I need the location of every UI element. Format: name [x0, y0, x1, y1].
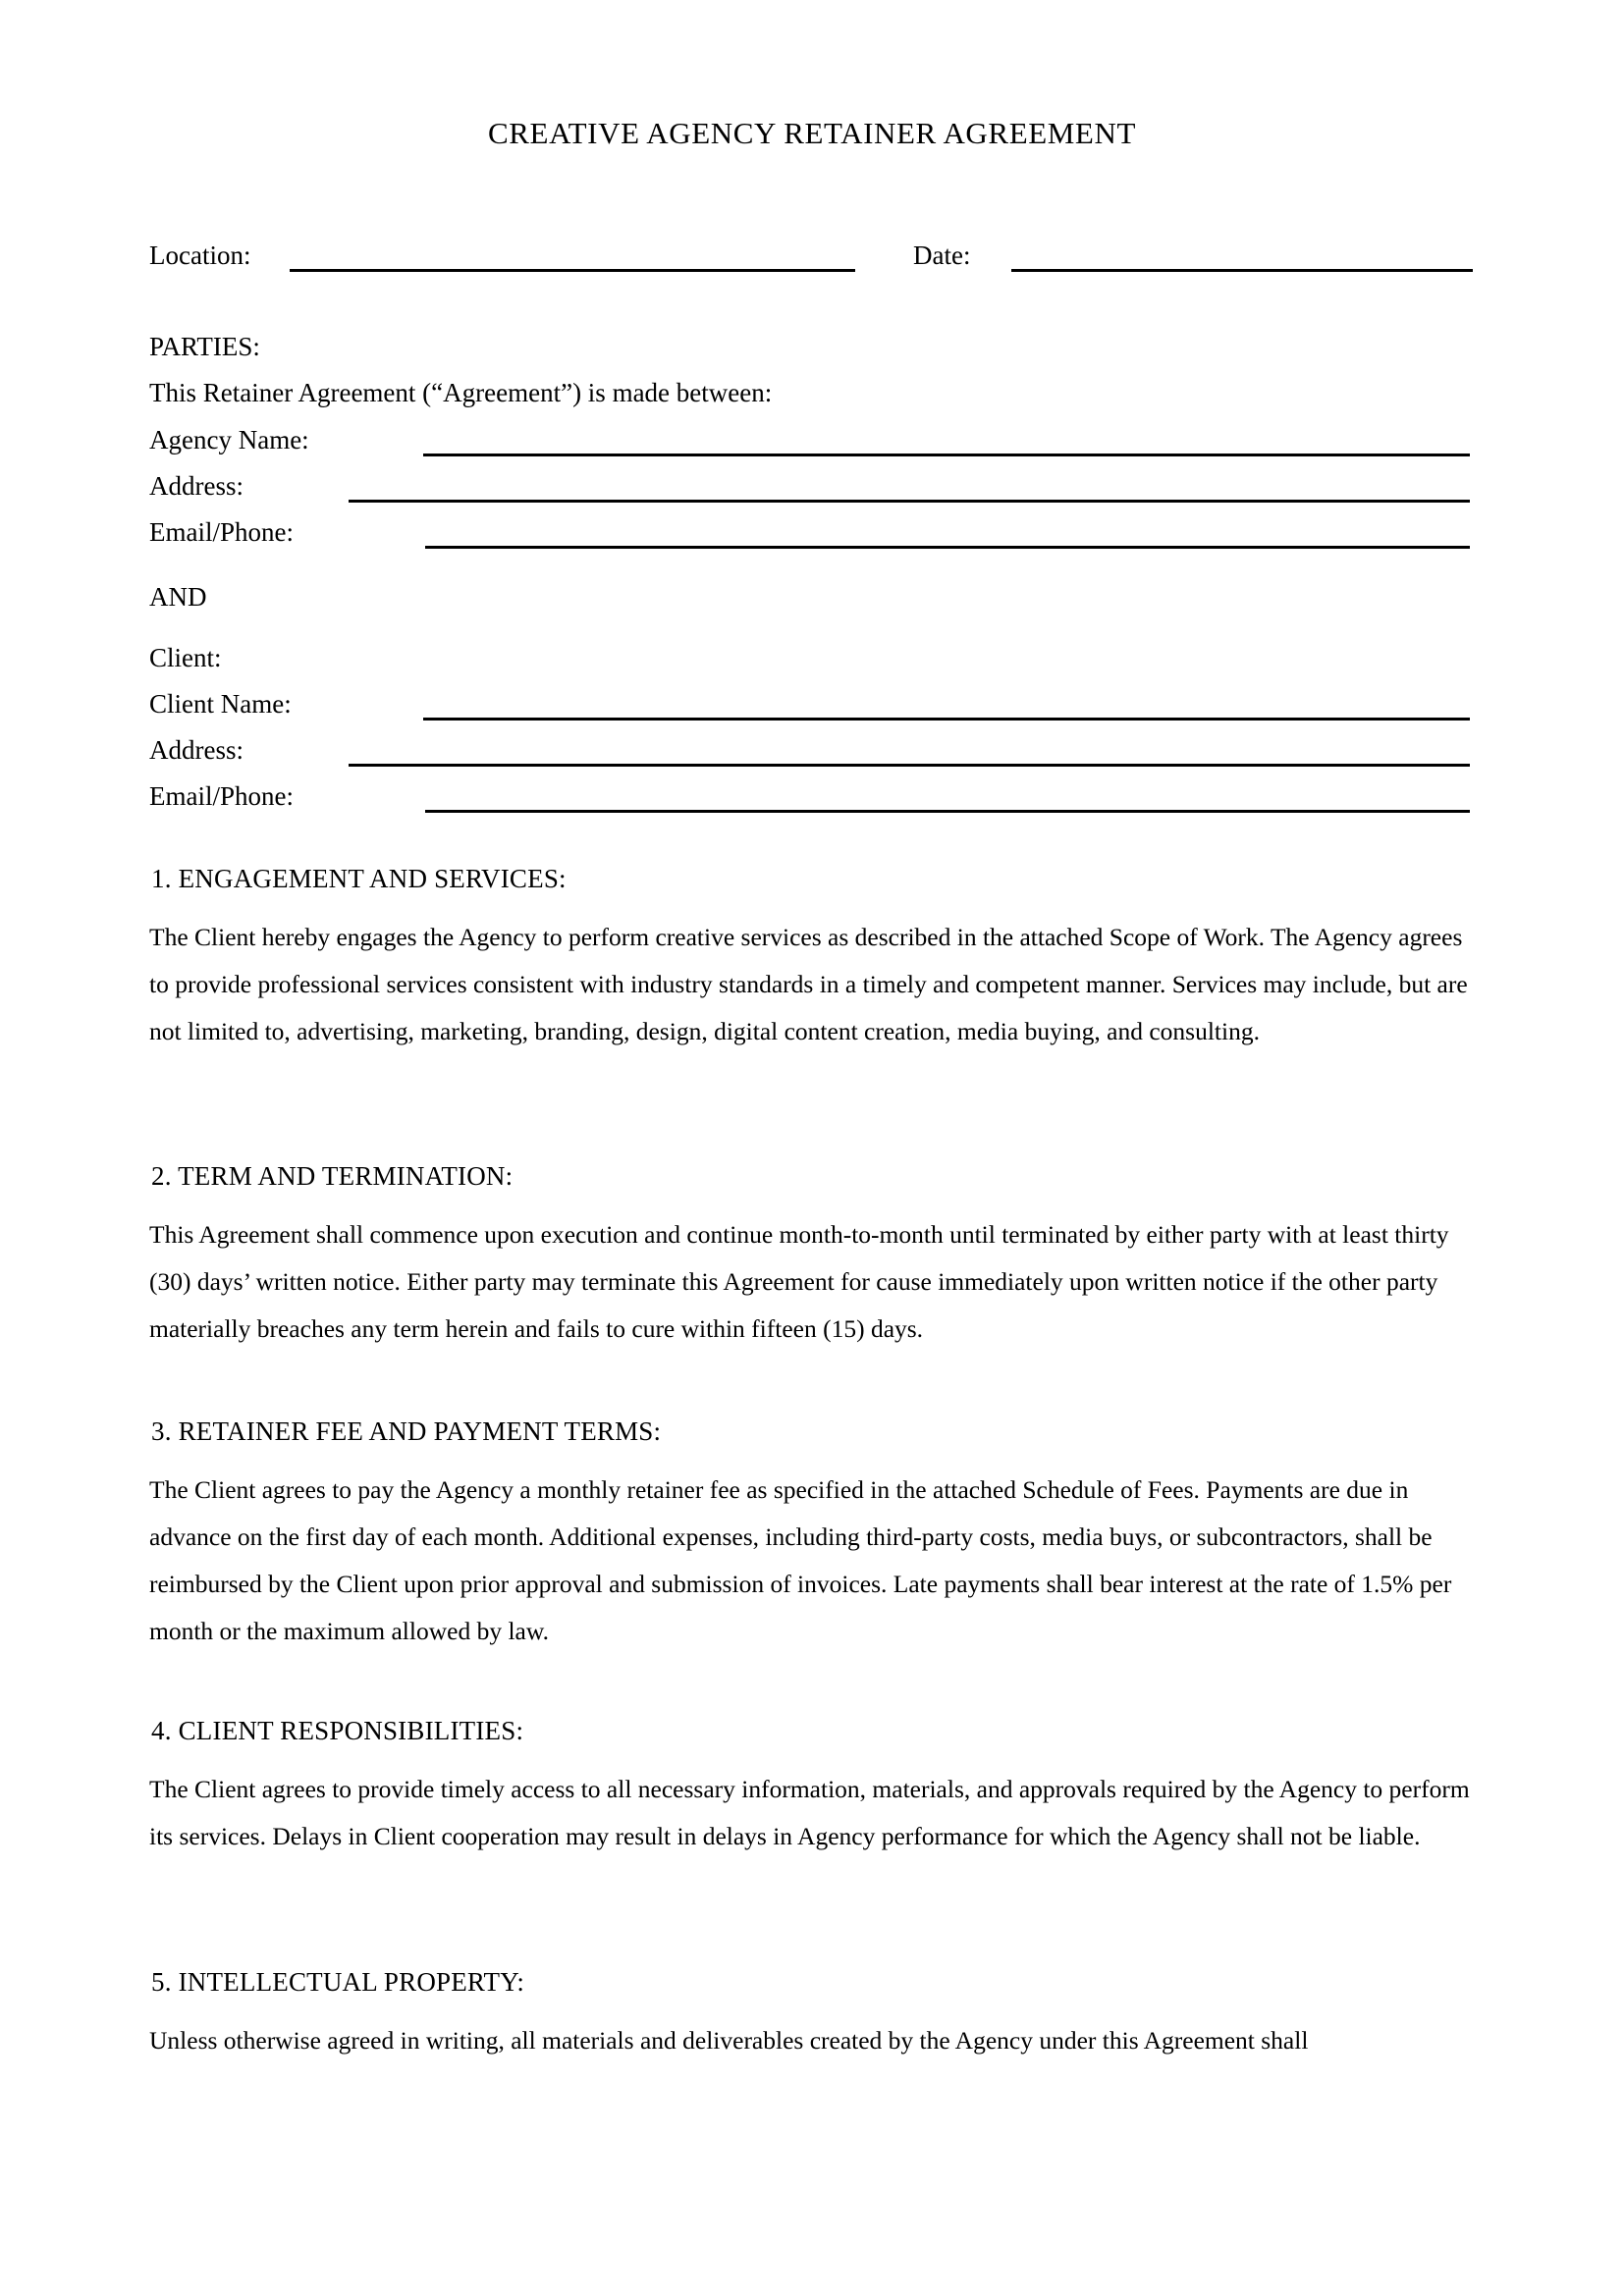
client-name-input-line[interactable] [423, 718, 1470, 721]
section-heading-3: 3. RETAINER FEE AND PAYMENT TERMS: [151, 1416, 662, 1446]
agency-address-field-row [149, 466, 1475, 506]
section-heading-4: 4. CLIENT RESPONSIBILITIES: [151, 1716, 524, 1745]
section-heading-2: 2. TERM AND TERMINATION: [151, 1161, 514, 1191]
page-title: CREATIVE AGENCY RETAINER AGREEMENT [488, 116, 1136, 150]
client-name-label: Client Name: [149, 689, 292, 719]
client-address-input-line[interactable] [349, 764, 1470, 767]
client-email-phone-field-row [149, 776, 1475, 816]
section-heading-5: 5. INTELLECTUAL PROPERTY: [151, 1967, 525, 1997]
agency-email-phone-field-row [149, 512, 1475, 552]
section-block-3 [149, 1416, 1473, 1655]
section-body-4: The Client agrees to provide timely access to all necessary information, materials, and approvals required by the Agency to perform its services. Delays in Client cooperation may result in delays in Agency performance for which the Agency shall not be liable. [149, 1775, 1470, 1850]
section-block-4 [149, 1716, 1473, 1860]
client-address-label: Address: [149, 735, 244, 765]
location-label: Location: [149, 240, 251, 270]
section-block-5 [149, 1967, 1473, 2064]
agency-name-input-line[interactable] [423, 454, 1470, 456]
client-address-field-row [149, 730, 1475, 770]
agency-address-input-line[interactable] [349, 500, 1470, 503]
section-body-1: The Client hereby engages the Agency to perform creative services as described in the attached Scope of Work. The Agency agrees to provide professional services consistent with industry standards in a timely and competent manner. Services may include, but are not limited to, advertising, marketing, branding, design, digital content creation, media buying, and consulting. [149, 923, 1468, 1045]
client-name-field-row [149, 684, 1475, 723]
agency-email-phone-label: Email/Phone: [149, 517, 294, 547]
client-heading: Client: [149, 643, 222, 672]
section-body-2: This Agreement shall commence upon execution and continue month-to-month until terminated by either party with at least thirty (30) days’ written notice. Either party may terminate this Agreement for cause immediately upon written notice if the other party materially breaches any term herein and fails to cure within fifteen (15) days. [149, 1220, 1449, 1343]
date-input-line[interactable] [1011, 269, 1473, 272]
client-email-phone-label: Email/Phone: [149, 781, 294, 811]
section-block-2 [149, 1161, 1473, 1353]
parties-heading: PARTIES: [149, 332, 260, 361]
section-heading-1: 1. ENGAGEMENT AND SERVICES: [151, 864, 567, 893]
date-label: Date: [913, 240, 971, 270]
client-email-phone-input-line[interactable] [425, 810, 1470, 813]
location-input-line[interactable] [290, 269, 855, 272]
location-field-row [149, 236, 856, 275]
section-body-3: The Client agrees to pay the Agency a monthly retainer fee as specified in the attached Schedule of Fees. Payments are due in advance on the first day of each month. Additional expenses, including third-party costs, media buys, or subcontractors, shall be reimbursed by the Client upon prior approval and submission of invoices. Late payments shall bear interest at the rate of 1.5% per month or the maximum allowed by law. [149, 1475, 1452, 1645]
parties-intro: This Retainer Agreement (“Agreement”) is made between: [149, 378, 773, 407]
date-field-row [913, 236, 1475, 275]
agency-name-field-row [149, 420, 1475, 459]
section-body-5: Unless otherwise agreed in writing, all materials and deliverables created by the Agency under this Agreement shall [149, 2026, 1309, 2055]
section-block-1 [149, 864, 1473, 1055]
parties-conjunction: AND [149, 582, 207, 612]
agency-email-phone-input-line[interactable] [425, 546, 1470, 549]
agency-name-label: Agency Name: [149, 425, 309, 454]
agency-address-label: Address: [149, 471, 244, 501]
